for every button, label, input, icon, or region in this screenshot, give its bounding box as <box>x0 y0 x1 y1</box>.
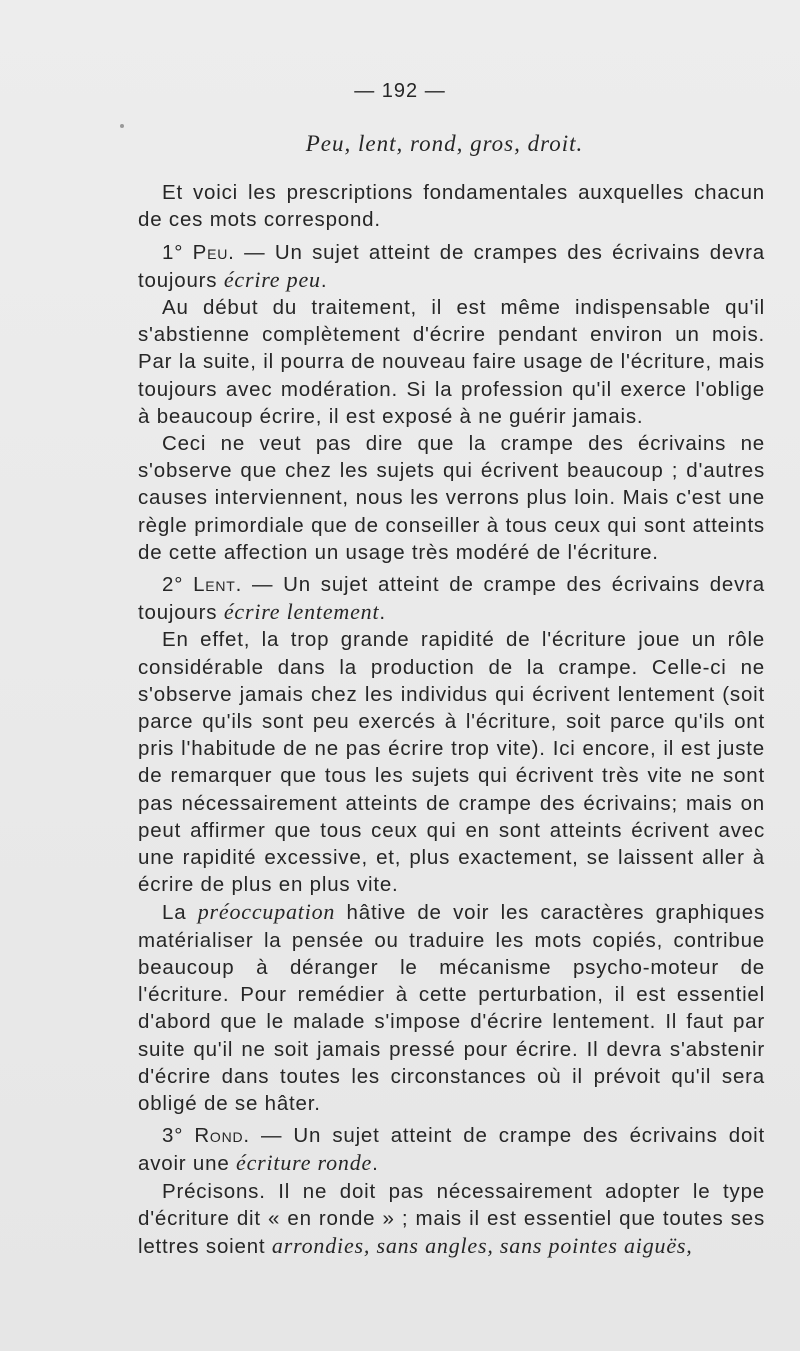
section-peu <box>138 239 765 294</box>
paragraph-preoccupation <box>138 898 765 1117</box>
para-start: Précisons. Il ne doit pas nécessairement adopter le type d'écriture dit « en ronde » ; mais il est essentiel que toutes ses lettres soient <box>138 1179 765 1258</box>
section-number: 2° <box>162 573 184 597</box>
paragraph-effet: En effet, la trop grande rapidité de l'écriture joue un rôle considérable dans la production de la crampe. Celle-ci ne s'observe jamais chez les individus qui écrivent lentement (soit parce qu'ils sont peu exercés à l'écriture, soit parce qu'ils ont pris l'habitude de ne pas écrire trop vite). Ici encore, il est juste de remarquer que tous les sujets qui écrivent très vite ne sont pas nécessairement atteints de crampe des écrivains; mais on peut affirmer que tous ceux qui en sont atteints écrivent avec une rapidité excessive, et, plus exactement, se laissent aller à écrire de plus en plus vite. <box>138 628 765 897</box>
section-end: . <box>379 601 386 625</box>
section-emphasis: écriture ronde <box>236 1150 373 1176</box>
page-number: — 192 — <box>354 80 446 102</box>
section-name: Peu. <box>192 240 235 264</box>
para-start: La <box>162 901 198 925</box>
section-name: Lent. <box>193 573 243 597</box>
section-name: Rond. <box>194 1124 250 1148</box>
section-end: . <box>320 268 328 292</box>
paragraph-precisons <box>138 1178 765 1261</box>
section-lent <box>138 571 765 626</box>
ink-speck <box>120 124 124 128</box>
section-emphasis: écrire peu <box>223 266 321 292</box>
paragraph-ceci: Ceci ne veut pas dire que la crampe des écrivains ne s'observe que chez les sujets qui écrivent beaucoup ; d'autres causes interviennent, nous les verrons plus loin. Mais c'est une règle primordiale que de conseiller à tous ceux qui sont atteints de cette affection un usage très modéré de l'écriture. <box>138 432 765 564</box>
paragraph-intro: Et voici les prescriptions fondamentales auxquelles chacun de ces mots correspond. <box>138 181 765 232</box>
section-rond <box>138 1122 765 1177</box>
section-lead: — Un sujet atteint de crampe des écrivains doit avoir une <box>138 1124 766 1176</box>
section-number: 3° <box>162 1124 184 1148</box>
para-emphasis: arrondies, sans angles, sans pointes aiguës, <box>271 1232 693 1258</box>
para-emphasis: préoccupation <box>197 899 336 925</box>
section-lead: — Un sujet atteint de crampes des écrivains devra toujours <box>138 240 765 292</box>
section-emphasis: écrire lentement <box>223 599 380 625</box>
para-rest: hâtive de voir les caractères graphiques matérialiser la pensée ou traduire les mots copiés, contribue beaucoup à déranger le mécanisme psycho-moteur de l'écriture. Pour remédier à cette perturbation, il est essentiel d'abord que le malade s'impose d'écrire lentement. Il faut par suite qu'il ne soit jamais pressé pour écrire. Il devra s'abstenir d'écrire dans toutes les circonstances où il prévoit qu'il sera obligé de se hâter. <box>138 901 766 1115</box>
section-lead: — Un sujet atteint de crampe des écrivains devra toujours <box>138 573 765 625</box>
page-heading: Peu, lent, rond, gros, droit. <box>305 131 584 156</box>
section-number: 1° <box>162 240 184 264</box>
body-text <box>138 130 765 1260</box>
section-end: . <box>372 1152 379 1176</box>
paragraph-debut: Au début du traitement, il est même indispensable qu'il s'abstienne complètement d'écrire pendant environ un mois. Par la suite, il pourra de nouveau faire usage de l'écriture, mais toujours avec modération. Si la profession qu'il exerce l'oblige à beaucoup écrire, il est exposé à ne guérir jamais. <box>138 296 765 428</box>
